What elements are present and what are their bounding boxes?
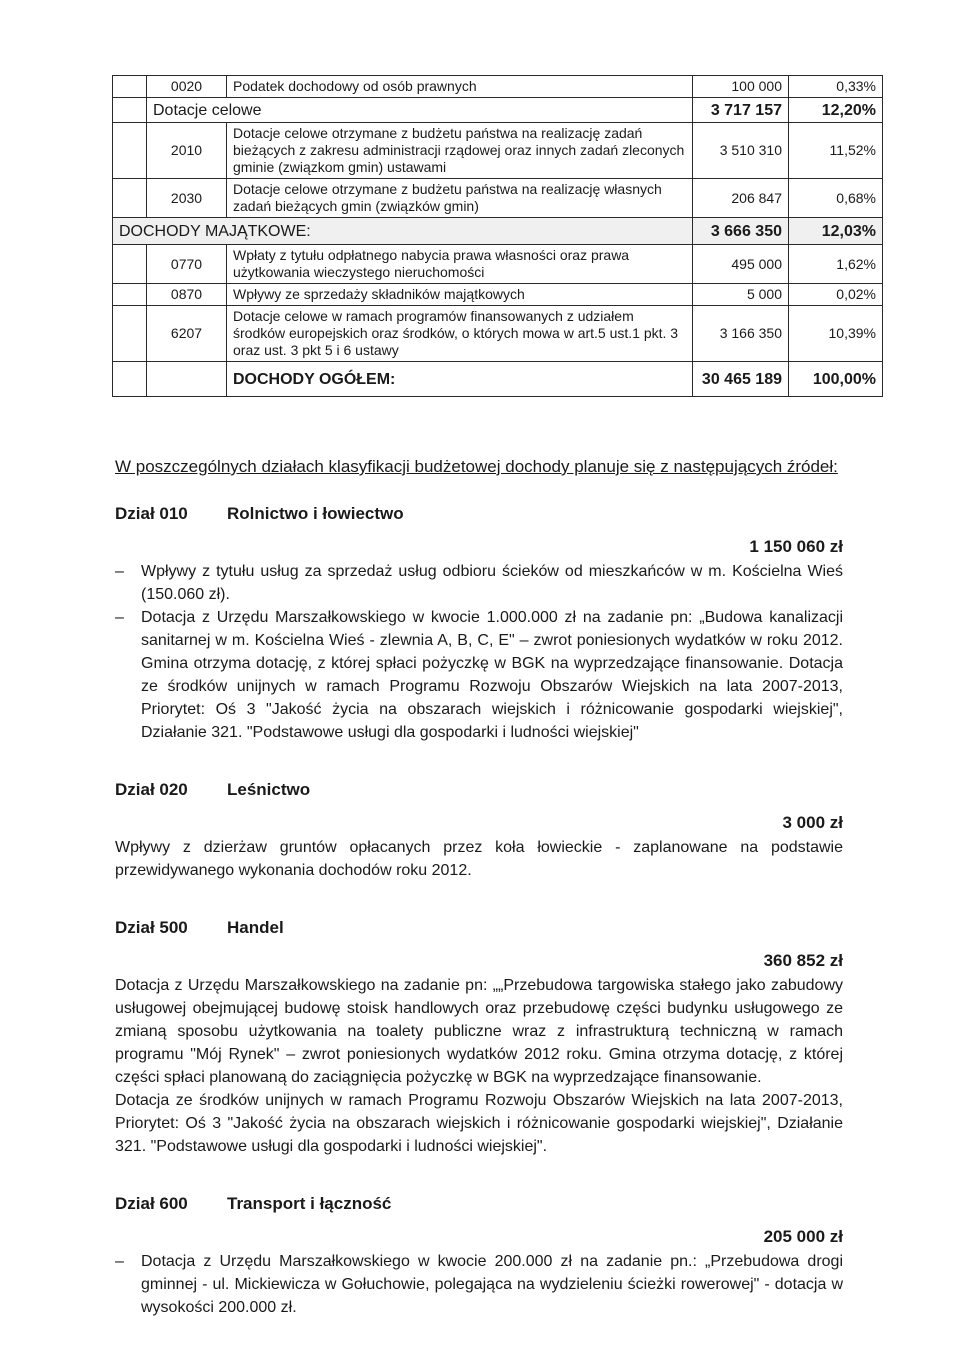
indent-cell — [113, 362, 147, 397]
section-title: Handel — [227, 918, 284, 937]
code-cell: 6207 — [147, 306, 227, 362]
list-item-text: Dotacja z Urzędu Marszałkowskiego w kwocie 200.000 zł na zadanie pn.: „Przebudowa drogi gminnej - ul. Mickiewicza w Gołuchowie, polegająca na wydzieleniu ścieżki rowerowej" - dotacja w wysokości 200.000 zł. — [141, 1253, 843, 1316]
pct-cell: 100,00% — [789, 362, 883, 397]
section-code: Dział 020 — [115, 780, 188, 799]
section-header — [115, 502, 843, 525]
amount-cell: 3 717 157 — [693, 98, 789, 123]
desc-cell: Dotacje celowe w ramach programów finansowanych z udziałem środków europejskich oraz środków, o których mowa w art.5 ust.1 pkt. 3 oraz ust. 3 pkt 5 i 6 ustawy — [227, 306, 693, 362]
table-row — [113, 306, 883, 362]
pct-cell: 1,62% — [789, 245, 883, 284]
list-item — [115, 1250, 843, 1319]
indent-cell — [113, 284, 147, 306]
section-code: Dział 600 — [115, 1194, 188, 1213]
table-major-row — [113, 218, 883, 245]
section-title: Transport i łączność — [227, 1194, 392, 1213]
section-header — [115, 1192, 843, 1215]
section-dzial-500 — [115, 916, 843, 1158]
section-code: Dział 500 — [115, 918, 188, 937]
dash-bullet: – — [115, 563, 124, 580]
dash-bullet: – — [115, 609, 124, 626]
section-amount: 360 852 zł — [763, 951, 843, 970]
table-row — [113, 179, 883, 218]
table-total-row — [113, 362, 883, 397]
list-item-text: Dotacja z Urzędu Marszałkowskiego w kwocie 1.000.000 zł na zadanie pn: „Budowa kanalizacji sanitarnej w m. Kościelna Wieś - zlewnia A, B, C, E" – zwrot poniesionych wydatków w roku 2012. Gmina otrzyma dotację, z której spłaci pożyczkę w BGK na wyprzedzające finansowanie. Dotacja ze środków unijnych w ramach Programu Rozwoju Obszarów Wiejskich na lata 2007-2013, Priorytet: Oś 3 "Jakość życia na obszarach wiejskich i różnicowanie gospodarki wiejskiej", Działanie 321. "Podstawowe usługi dla gospodarki i ludności wiejskiej" — [141, 609, 843, 741]
desc-cell: Wpływy ze sprzedaży składników majątkowych — [227, 284, 693, 306]
indent-cell — [113, 123, 147, 179]
desc-cell: Dotacje celowe otrzymane z budżetu państwa na realizację zadań bieżących z zakresu administracji rządowej oraz innych zadań zleconych gminie (związkom gmin) ustawami — [227, 123, 693, 179]
section-amount: 205 000 zł — [763, 1227, 843, 1246]
amount-cell: 3 666 350 — [693, 218, 789, 245]
section-header — [115, 916, 843, 939]
amount-cell: 495 000 — [693, 245, 789, 284]
intro-heading: W poszczególnych działach klasyfikacji budżetowej dochody planuje się z następujących źródeł: — [115, 457, 838, 476]
code-cell: 2010 — [147, 123, 227, 179]
section-paragraph: Dotacja ze środków unijnych w ramach Programu Rozwoju Obszarów Wiejskich na lata 2007-2013, Priorytet: Oś 3 "Jakość życia na obszarach wiejskich i różnicowanie gospodarki wiejskiej", Działanie 321. "Podstawowe usługi dla gospodarki i ludności wiejskiej". — [115, 1092, 843, 1155]
code-cell: 0770 — [147, 245, 227, 284]
indent-cell — [113, 76, 147, 98]
document-body — [115, 455, 843, 1353]
amount-cell: 206 847 — [693, 179, 789, 218]
list-item — [115, 606, 843, 744]
section-dzial-020 — [115, 778, 843, 882]
blank-cell — [147, 362, 227, 397]
section-header — [115, 778, 843, 801]
section-code: Dział 010 — [115, 504, 188, 523]
desc-cell: Wpłaty z tytułu odpłatnego nabycia prawa własności oraz prawa użytkowania wieczystego nieruchomości — [227, 245, 693, 284]
total-label: DOCHODY OGÓŁEM: — [227, 362, 693, 397]
amount-cell: 100 000 — [693, 76, 789, 98]
pct-cell: 12,20% — [789, 98, 883, 123]
pct-cell: 12,03% — [789, 218, 883, 245]
pct-cell: 10,39% — [789, 306, 883, 362]
code-cell: 2030 — [147, 179, 227, 218]
section-dzial-010 — [115, 502, 843, 744]
table-row — [113, 76, 883, 98]
desc-cell: Dotacje celowe otrzymane z budżetu państwa na realizację własnych zadań bieżących gmin (związków gmin) — [227, 179, 693, 218]
desc-cell: Podatek dochodowy od osób prawnych — [227, 76, 693, 98]
pct-cell: 0,68% — [789, 179, 883, 218]
code-cell: 0870 — [147, 284, 227, 306]
section-amount: 1 150 060 zł — [749, 537, 843, 556]
list-item — [115, 560, 843, 606]
amount-cell: 3 166 350 — [693, 306, 789, 362]
table-section-row — [113, 98, 883, 123]
list-item-text: Wpływy z tytułu usług za sprzedaż usług odbioru ścieków od mieszkańców w m. Kościelna Wieś (150.060 zł). — [141, 563, 843, 603]
section-paragraph: Wpływy z dzierżaw gruntów opłacanych przez koła łowieckie - zaplanowane na podstawie przewidywanego wykonania dochodów roku 2012. — [115, 839, 843, 879]
section-title: Rolnictwo i łowiectwo — [227, 504, 404, 523]
section-dzial-600 — [115, 1192, 843, 1319]
indent-cell — [113, 179, 147, 218]
section-paragraph: Dotacja z Urzędu Marszałkowskiego na zadanie pn: „„Przebudowa targowiska stałego jako zabudowy usługowej obejmującej budowę stoisk handlowych oraz przebudowę części budynku usługowego ze zmianą sposobu użytkowania na toalety publiczne wraz z infrastrukturą techniczną w ramach programu "Mój Rynek" – zwrot poniesionych wydatków 2012 roku. Gmina otrzyma dotację, z której części spłaci planowaną do zaciągnięcia pożyczkę w BGK na wyprzedzające finansowanie. — [115, 977, 843, 1086]
table-row — [113, 245, 883, 284]
dash-bullet: – — [115, 1253, 124, 1270]
indent-cell — [113, 245, 147, 284]
indent-cell — [113, 306, 147, 362]
section-amount: 3 000 zł — [782, 813, 843, 832]
major-label: DOCHODY MAJĄTKOWE: — [113, 218, 693, 245]
table-row — [113, 284, 883, 306]
pct-cell: 0,02% — [789, 284, 883, 306]
section-title: Leśnictwo — [227, 780, 311, 799]
table-row — [113, 123, 883, 179]
amount-cell: 3 510 310 — [693, 123, 789, 179]
pct-cell: 11,52% — [789, 123, 883, 179]
amount-cell: 5 000 — [693, 284, 789, 306]
code-cell: 0020 — [147, 76, 227, 98]
section-label: Dotacje celowe — [147, 98, 693, 123]
amount-cell: 30 465 189 — [693, 362, 789, 397]
pct-cell: 0,33% — [789, 76, 883, 98]
indent-cell — [113, 98, 147, 123]
budget-table — [112, 75, 883, 397]
